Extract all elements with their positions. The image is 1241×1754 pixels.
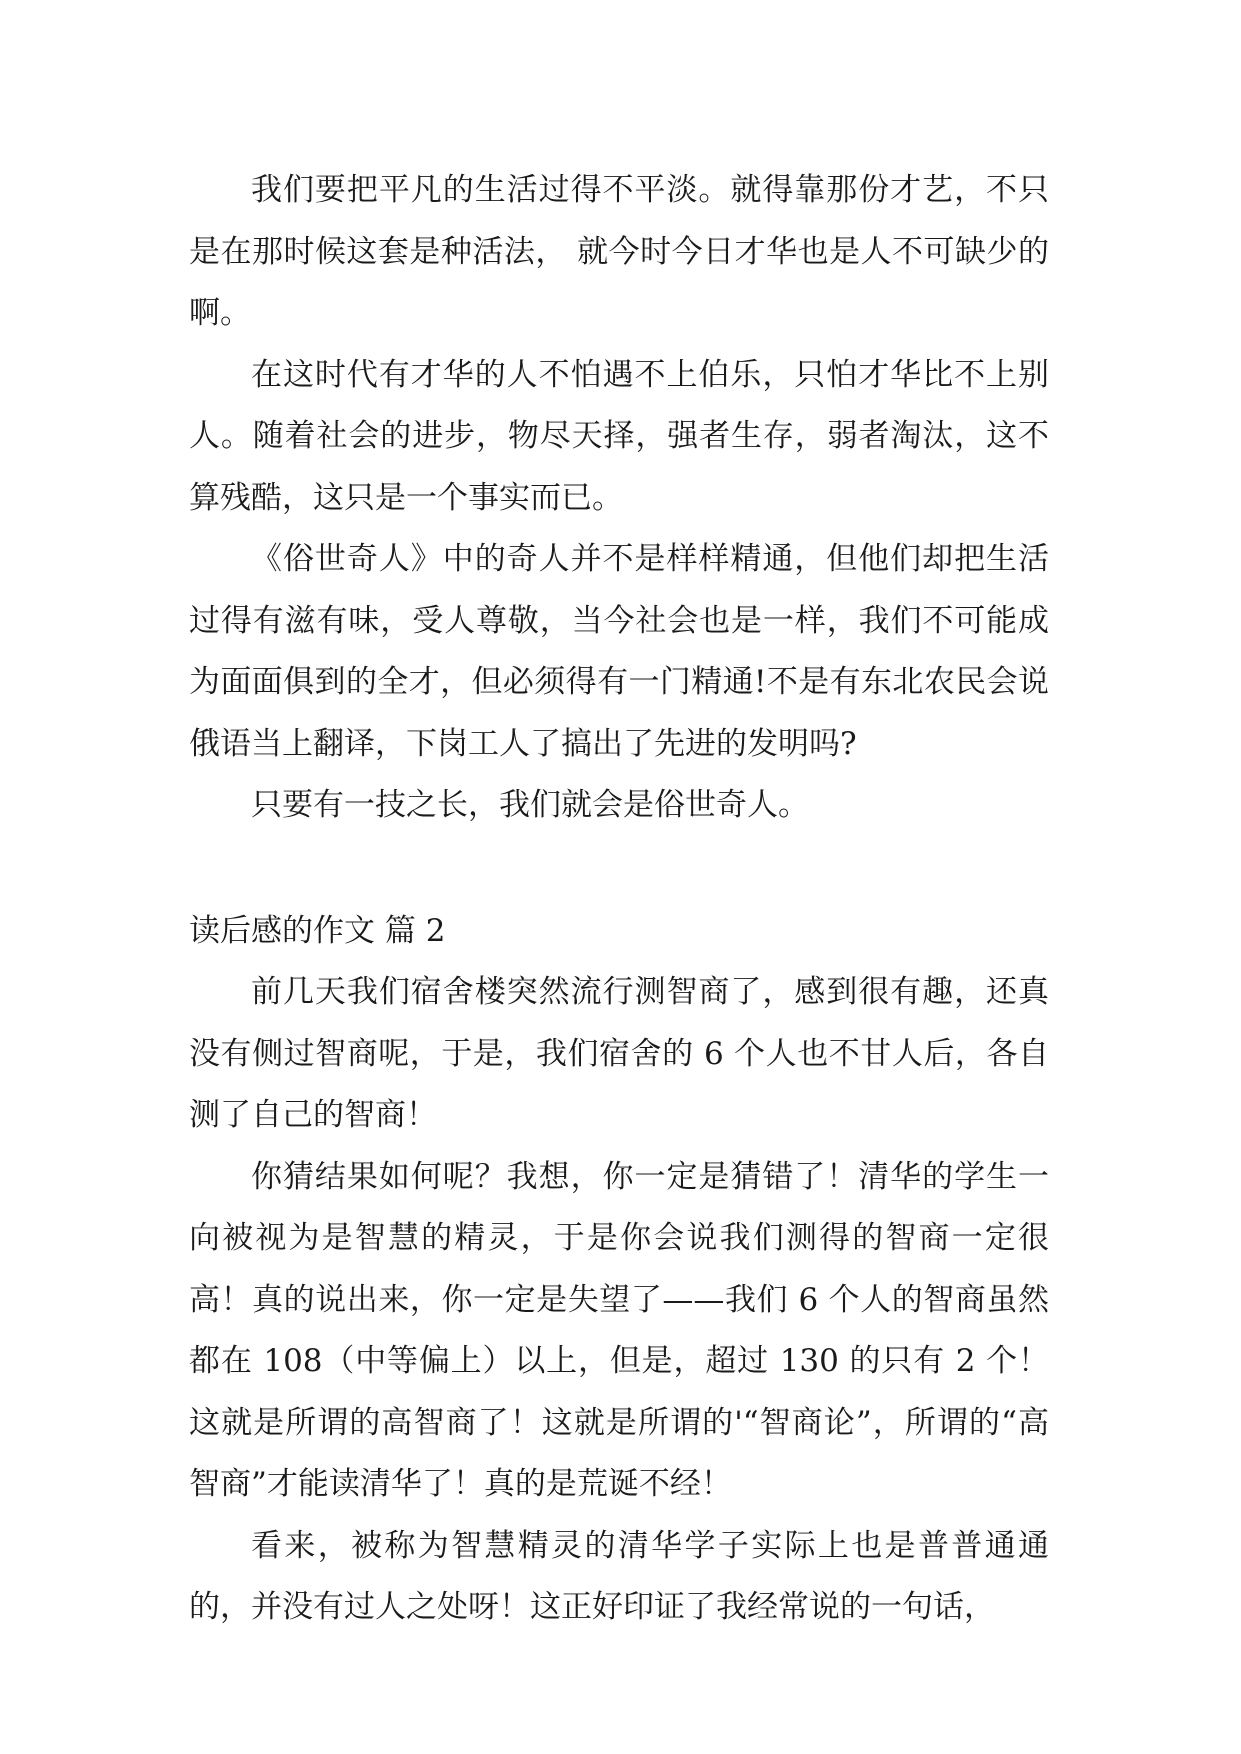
paragraph: 前几天我们宿舍楼突然流行测智商了，感到很有趣，还真没有侧过智商呢，于是，我们宿舍的 6 个人也不甘人后，各自测了自己的智商！ [189,974,1049,1133]
paragraph: 你猜结果如何呢？我想，你一定是猜错了！清华的学生一向被视为是智慧的精灵，于是你会说我们测得的智商一定很高！真的说出来，你一定是失望了——我们 6 个人的智商虽然都在 108（中等偏上）以上，但是，超过 130 的只有 2 个！这就是所谓的高智商了！这就是所谓的'“智商论”，所谓的“高智商”才能读清华了！真的是荒诞不经！ [189,1158,1049,1502]
section-heading: 读后感的作文 篇 2 [189,912,446,949]
document-body [189,160,1049,1639]
paragraph: 在这时代有才华的人不怕遇不上伯乐，只怕才华比不上别人。随着社会的进步，物尽天择，强者生存，弱者淘汰，这不算残酷，这只是一个事实而已。 [189,356,1049,516]
paragraph: 只要有一技之长，我们就会是俗世奇人。 [251,787,809,823]
paragraph: 《俗世奇人》中的奇人并不是样样精通，但他们却把生活过得有滋有味，受人尊敬，当今社会也是一样，我们不可能成为面面俱到的全才，但必须得有一门精通!不是有东北农民会说俄语当上翻译，下岗工人了搞出了先进的发明吗? [189,541,1049,762]
paragraph: 我们要把平凡的生活过得不平淡。就得靠那份才艺，不只是在那时候这套是种活法， 就今时今日才华也是人不可缺少的啊。 [189,172,1049,331]
paragraph: 看来，被称为智慧精灵的清华学子实际上也是普普通通的，并没有过人之处呀！这正好印证了我经常说的一句话， [189,1527,1049,1625]
